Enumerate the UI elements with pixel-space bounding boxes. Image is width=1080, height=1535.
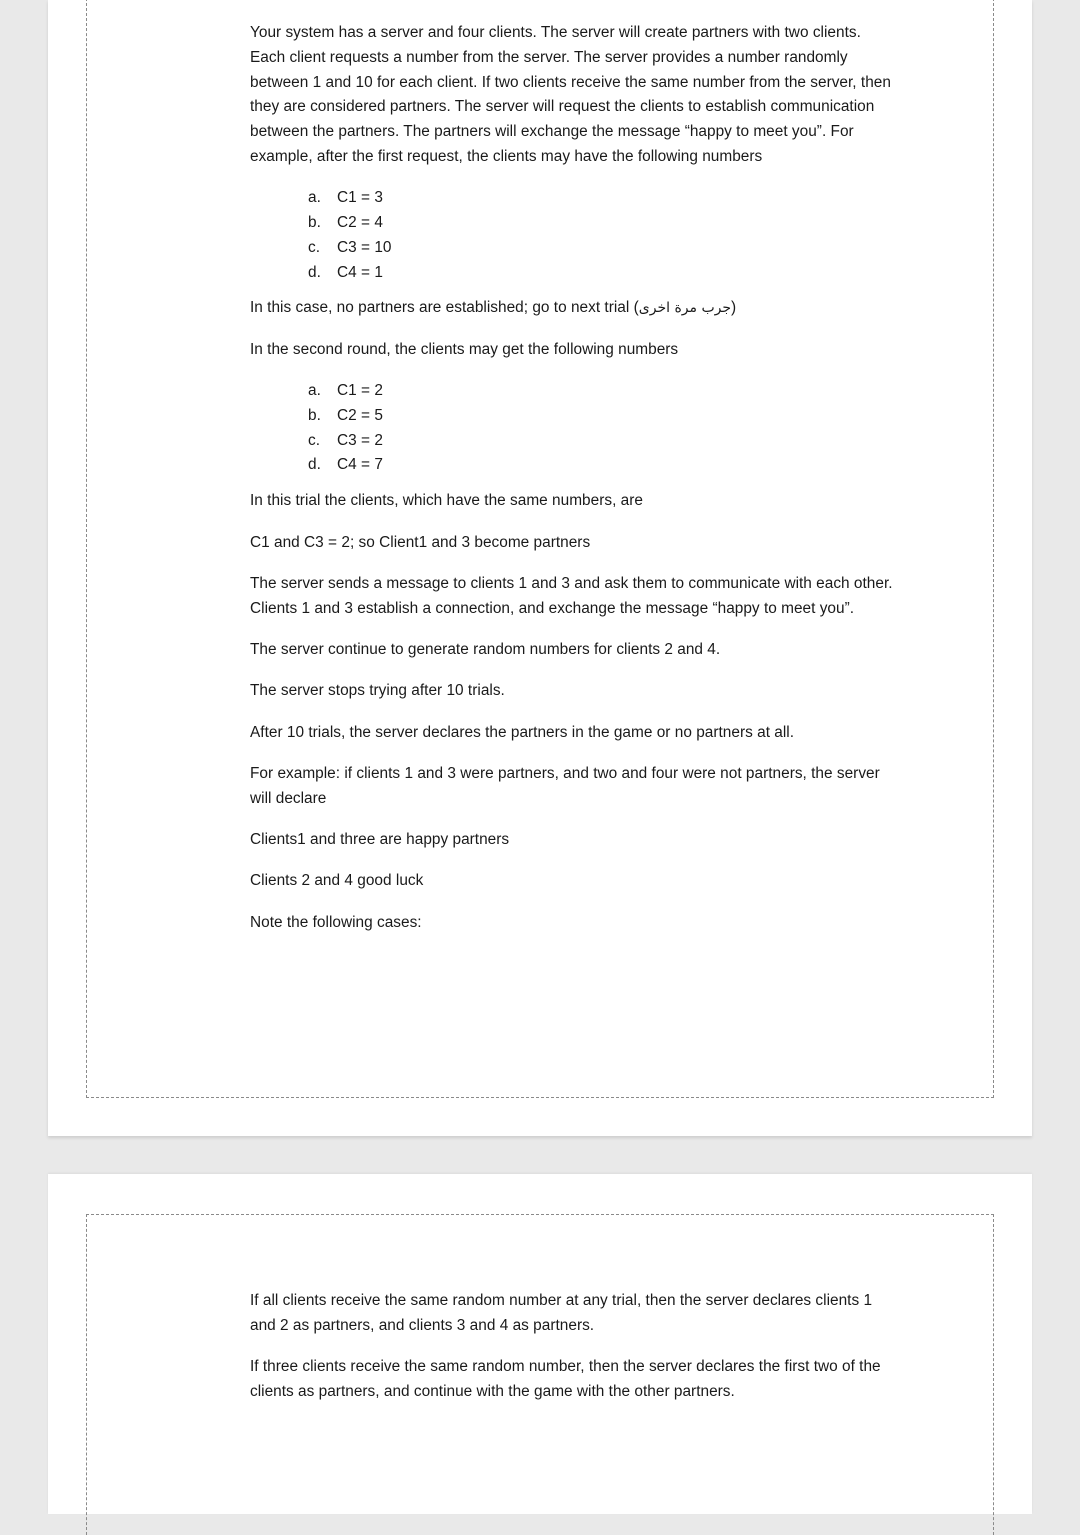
good-luck-paragraph: Clients 2 and 4 good luck [250, 872, 424, 890]
list-item-text: C4 = 1 [337, 263, 383, 281]
page-2-content [250, 1289, 900, 1421]
arabic-try-again-text: جرب مرة اخرى [638, 300, 732, 317]
list-item [250, 261, 900, 286]
list-marker: a. [308, 189, 321, 207]
example-paragraph: For example: if clients 1 and 3 were partners, and two and four were not partners, the server will declare [250, 764, 880, 807]
list-marker: c. [308, 238, 321, 256]
list-item-text: C2 = 5 [337, 406, 383, 424]
list-marker: c. [308, 431, 321, 449]
closing-paren: ) [731, 299, 737, 317]
list-item-text: C3 = 2 [337, 431, 383, 449]
list-item-text: C1 = 3 [337, 189, 383, 207]
list-marker: a. [308, 382, 321, 400]
no-partners-text: In this case, no partners are established; go to next trial ( [250, 299, 639, 317]
no-partners-paragraph [250, 296, 900, 321]
list-item-text: C4 = 7 [337, 456, 383, 474]
document-page-2 [48, 1174, 1032, 1514]
happy-partners-paragraph: Clients1 and three are happy partners [250, 830, 510, 848]
stops-paragraph: The server stops trying after 10 trials. [250, 682, 505, 700]
server-sends-paragraph: The server sends a message to clients 1 and 3 and ask them to communicate with each other. Clients 1 and 3 establish a connection, and exchange the message “happy to meet you”. [250, 574, 893, 617]
second-round-list [250, 379, 900, 478]
list-item [250, 453, 900, 478]
page-1-content [250, 21, 900, 952]
c1-c3-paragraph: C1 and C3 = 2; so Client1 and 3 become partners [250, 533, 591, 551]
document-page-1 [48, 0, 1032, 1136]
list-marker: b. [308, 406, 321, 424]
list-item [250, 211, 900, 236]
list-item [250, 379, 900, 404]
list-item [250, 186, 900, 211]
case-three-paragraph: If three clients receive the same random number, then the server declares the first two of the clients as partners, and continue with the game with the other partners. [250, 1358, 881, 1400]
list-item [250, 429, 900, 454]
list-marker: d. [308, 263, 321, 281]
list-item [250, 236, 900, 261]
list-item-text: C1 = 2 [337, 382, 383, 400]
list-marker: b. [308, 214, 321, 232]
continue-paragraph: The server continue to generate random numbers for clients 2 and 4. [250, 640, 721, 658]
list-item-text: C2 = 4 [337, 214, 383, 232]
intro-paragraph: Your system has a server and four clients. The server will create partners with two clients. Each client requests a number from the server. The server provides a number randomly between 1 and 10 for each client. If two clients receive the same number from the server, then they are considered partners. The server will request the clients to establish communication between the partners. The partners will exchange the message “happy to meet you”. For example, after the first request, the clients may have the following numbers [250, 24, 891, 165]
note-paragraph: Note the following cases: [250, 913, 422, 931]
list-item [250, 404, 900, 429]
after-trials-paragraph: After 10 trials, the server declares the partners in the game or no partners at all. [250, 723, 795, 741]
list-marker: d. [308, 456, 321, 474]
list-item-text: C3 = 10 [337, 238, 392, 256]
same-numbers-paragraph: In this trial the clients, which have the same numbers, are [250, 492, 643, 510]
first-round-list [250, 186, 900, 285]
case-all-paragraph: If all clients receive the same random number at any trial, then the server declares clients 1 and 2 as partners, and clients 3 and 4 as partners. [250, 1292, 873, 1334]
second-round-paragraph: In the second round, the clients may get the following numbers [250, 340, 679, 358]
